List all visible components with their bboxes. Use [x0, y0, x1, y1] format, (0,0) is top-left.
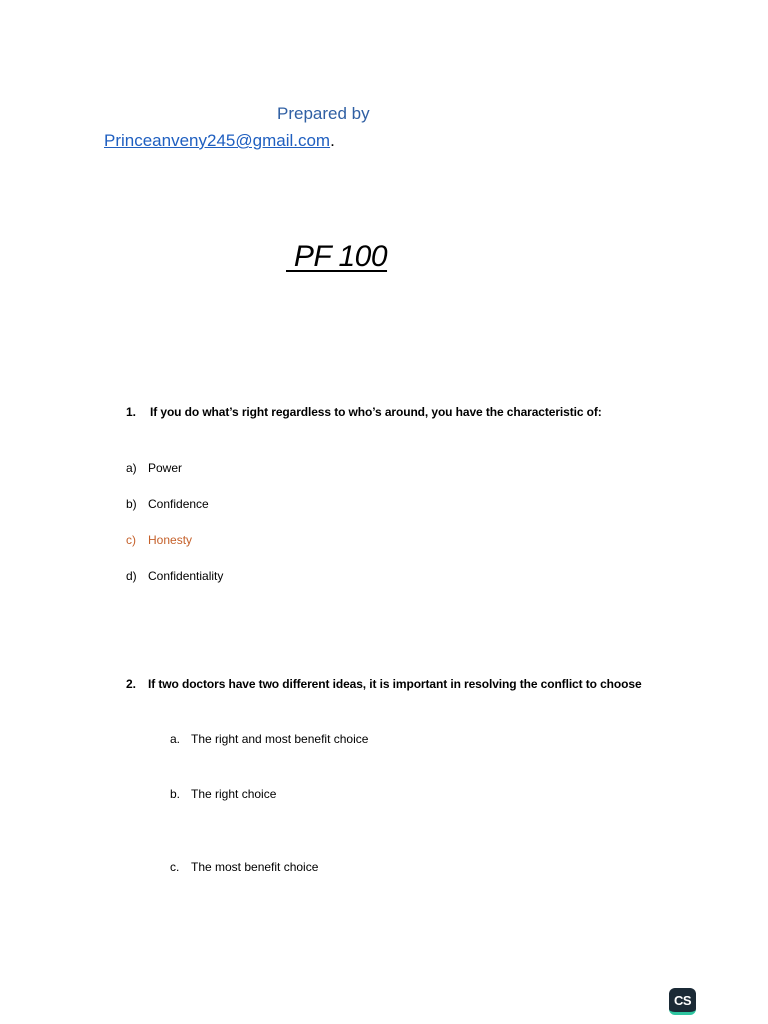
badge-label: CS: [673, 992, 692, 1008]
question-2-option-c-text: The most benefit choice: [191, 860, 319, 874]
question-2-option-a-text: The right and most benefit choice: [191, 732, 369, 746]
camscanner-logo-icon: [669, 988, 696, 1015]
question-2-option-b-text: The right choice: [191, 787, 277, 801]
question-1-number: 1.: [126, 405, 136, 419]
question-2-option-c-letter: c.: [170, 860, 180, 874]
question-1-text: If you do what’s right regardless to who’s around, you have the characteristic of:: [150, 405, 602, 419]
question-1-option-b-letter: b): [126, 497, 137, 511]
question-1-option-d-letter: d): [126, 569, 137, 583]
question-1-option-d-text: Confidentiality: [148, 569, 224, 583]
question-2-option-b-letter: b.: [170, 787, 181, 801]
email-link[interactable]: Princeanveny245@gmail.com: [104, 131, 331, 150]
question-1-option-c-text-answer: Honesty: [148, 533, 193, 547]
question-1-option-a-letter: a): [126, 461, 137, 475]
question-2-option-a-letter: a.: [170, 732, 181, 746]
question-1-option-c-letter: c): [126, 533, 136, 547]
question-1-option-a-text: Power: [148, 461, 183, 475]
question-2-text: If two doctors have two different ideas, it is important in resolving the conflict to choose: [148, 677, 642, 691]
author-contact: [104, 131, 335, 151]
question-2-number: 2.: [126, 677, 136, 691]
email-suffix: .: [330, 131, 335, 150]
prepared-by-label: Prepared by: [277, 104, 370, 123]
question-1-option-b-text: Confidence: [148, 497, 209, 511]
document-title: PF 100: [286, 240, 388, 273]
